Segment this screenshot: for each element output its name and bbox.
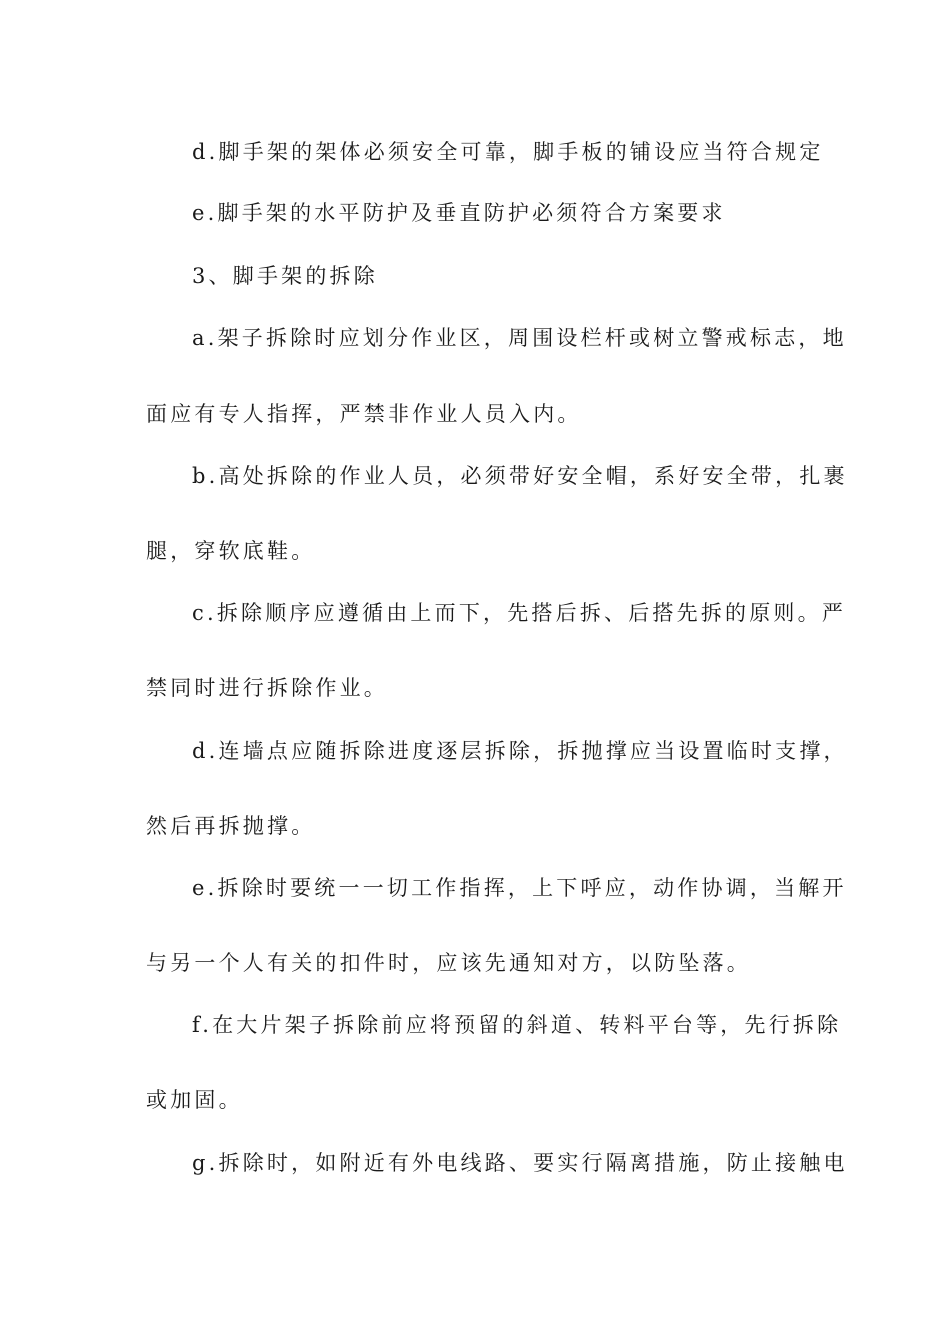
paragraph-line: 面应有专人指挥，严禁非作业人员入内。 xyxy=(146,402,582,426)
paragraph-line: 腿，穿软底鞋。 xyxy=(146,539,316,563)
paragraph-line: c.拆除顺序应遵循由上而下，先搭后拆、后搭先拆的原则。严 xyxy=(192,601,847,625)
section-heading: 3、脚手架的拆除 xyxy=(192,264,378,288)
paragraph-line: e.拆除时要统一一切工作指挥，上下呼应，动作协调，当解开 xyxy=(192,876,847,900)
paragraph-line: b.高处拆除的作业人员，必须带好安全帽，系好安全带，扎裹 xyxy=(192,464,848,488)
paragraph-line: e.脚手架的水平防护及垂直防护必须符合方案要求 xyxy=(192,201,726,225)
paragraph-line: a.架子拆除时应划分作业区，周围设栏杆或树立警戒标志，地 xyxy=(192,326,847,350)
paragraph-line: 然后再拆抛撑。 xyxy=(146,814,316,838)
paragraph-line: 禁同时进行拆除作业。 xyxy=(146,676,388,700)
paragraph-line: 与另一个人有关的扣件时，应该先通知对方，以防坠落。 xyxy=(146,951,751,975)
paragraph-line: 或加固。 xyxy=(146,1088,243,1112)
paragraph-line: d.连墙点应随拆除进度逐层拆除，拆抛撑应当设置临时支撑， xyxy=(192,739,848,763)
paragraph-line: f.在大片架子拆除前应将预留的斜道、转料平台等，先行拆除 xyxy=(192,1013,842,1037)
paragraph-line: g.拆除时，如附近有外电线路、要实行隔离措施，防止接触电 xyxy=(192,1151,848,1175)
paragraph-line: d.脚手架的架体必须安全可靠，脚手板的铺设应当符合规定 xyxy=(192,140,824,164)
